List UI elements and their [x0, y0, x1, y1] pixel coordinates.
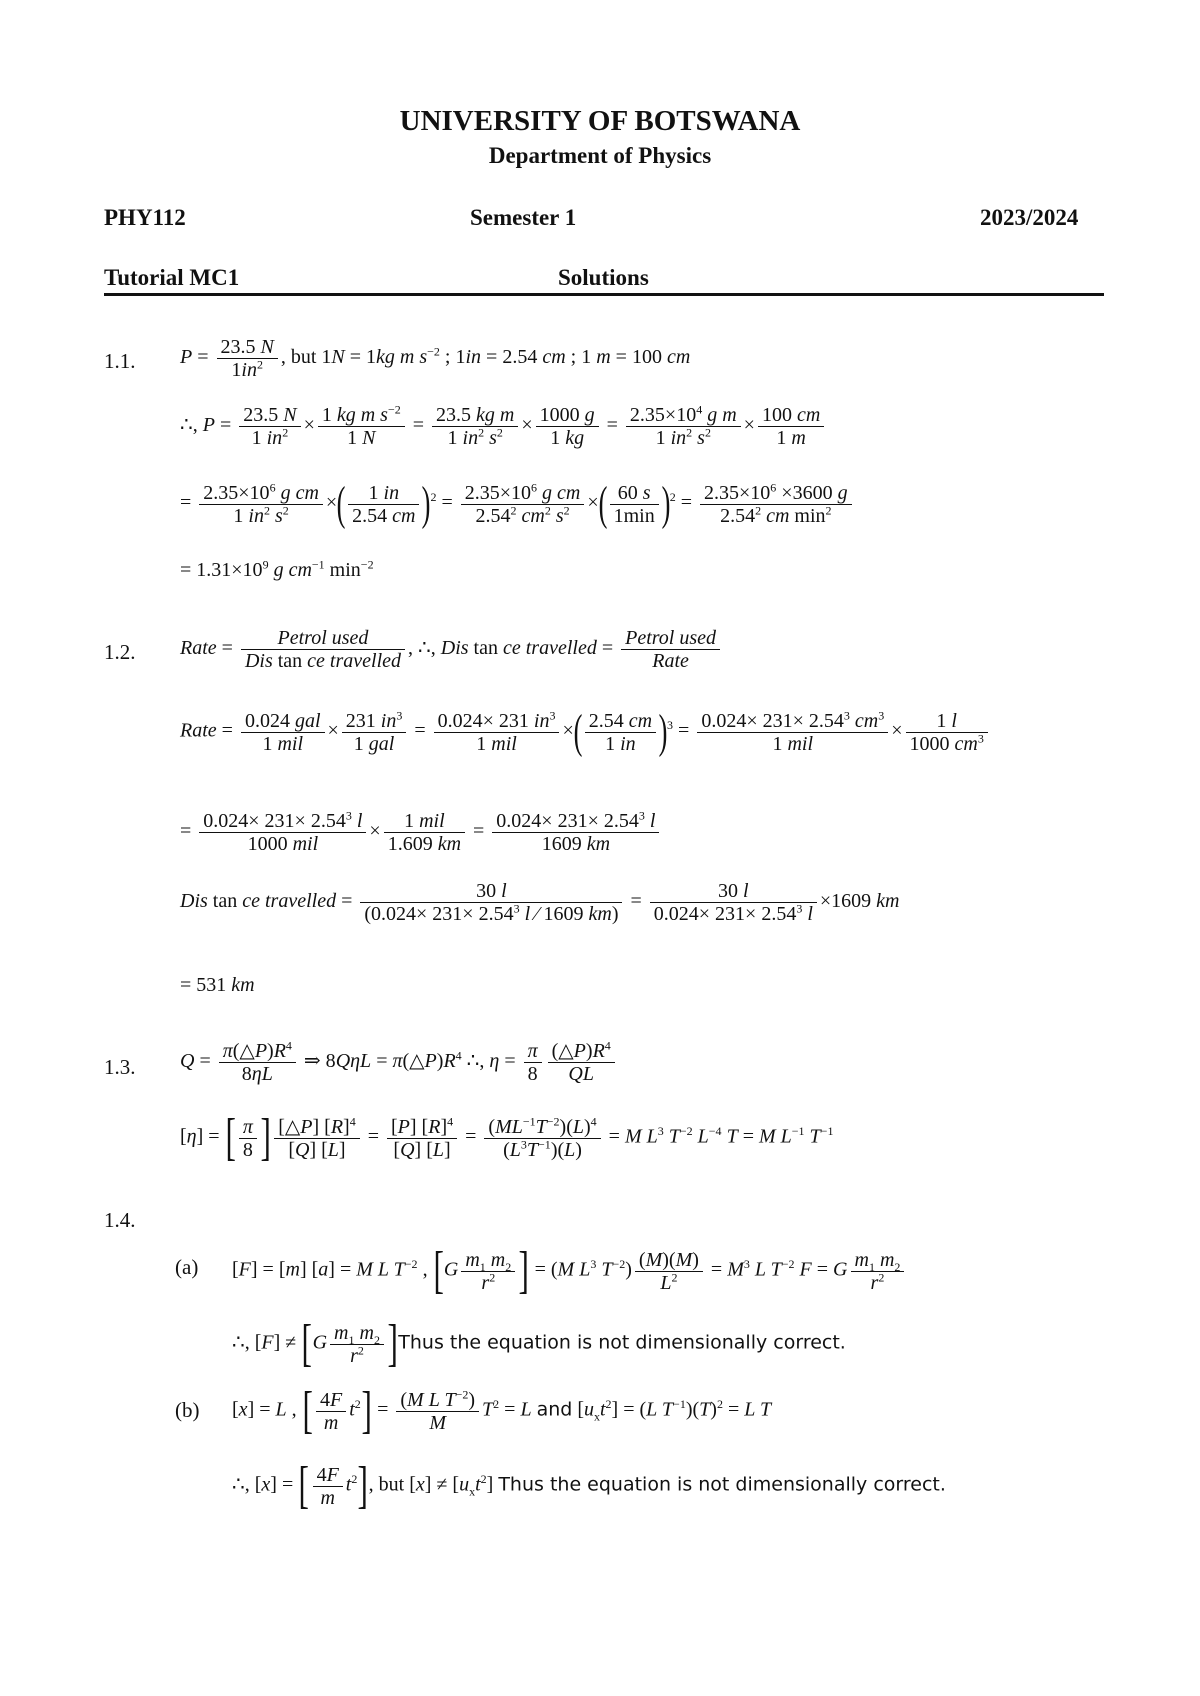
academic-year: 2023/2024 — [980, 205, 1079, 230]
equation-1-2-line2: Rate = 0.024 gal 1 mil × 231 $in^3$ 1 gal = 0.024× 231 $in^3$ 1 mil ×( $\frac{2.54 cm}{1 in}$ )$^3$ = $0.024\times 231\times 2.54^3$ $cm^3$ 1 mil × $\frac{1 l}{1000 cm^3}$ — [180, 708, 991, 756]
but-word: , but — [368, 1473, 405, 1496]
university-title: UNIVERSITY OF BOTSWANA — [399, 105, 801, 137]
equation-1-1-line3: = $\frac{2.35\times 10^6 g cm}{1 in^2 s^2}$ ×( $\frac{1 in}{2.54 cm}$ )$^2$ = $\frac{2.35\times 10^6 g cm}{2.54^2 cm^2 s^2}$ ×( 60 s 1min )$^2$ = $2.35\times 10^6 \times 3600$ g 2.54$^2$ cm $\min^2$ — [180, 480, 855, 528]
equation-1-4a-line2: ∴, [F] ≠ [G $\frac{m_1 m_2}{r^2}$ ]Thus the equation is not dimensionally correct. — [232, 1315, 846, 1372]
equation-1-1-result: = $1.31\times 10^9$ g $cm^{-1}$ $\min^{-2}$ — [180, 557, 374, 581]
semester-label: Semester 1 — [470, 205, 577, 230]
conclusion-a: Thus the equation is not dimensionally correct. — [398, 1331, 846, 1354]
department-title: Department of Physics — [488, 143, 712, 168]
part-a-label: (a) — [175, 1255, 199, 1279]
equation-1-2-result: = 531 km — [180, 974, 255, 996]
problem-number-1-4: 1.4. — [104, 1208, 136, 1232]
tutorial-label: Tutorial MC1 — [104, 265, 240, 290]
conclusion-b: Thus the equation is not dimensionally correct. — [498, 1473, 946, 1496]
part-b-label: (b) — [175, 1398, 200, 1422]
problem-number-1-2: 1.2. — [104, 640, 136, 664]
course-code: PHY112 — [104, 205, 186, 230]
equation-1-4b-line2: ∴, [x] = [ $\frac{4F}{m}$ $t^2$], but $[x] \ne [u_xt^2]$ Thus the equation is not dimensionally correct. — [232, 1457, 946, 1514]
equation-1-1-line1: P = $\frac{23.5 N}{1in^2}$ , but 1N = 1kg m $s^{-2}$ ; 1in = 2.54 cm ; 1 m = 100 cm — [180, 336, 691, 381]
and-word: and — [536, 1398, 573, 1421]
problem-number-1-3: 1.3. — [104, 1055, 136, 1079]
equation-1-4a-line1: [F] = [m] [a] = M L $T^{-2}$ , [G $\frac{m_1 m_2}{r^2}$ ] = (M $L^3$ $T^{-2}$) $\frac{(M)(M)}{L^2}$ = $M^3$ L $T^{-2}$ F = G $\frac{m_1 m_2}{r^2}$ — [232, 1245, 907, 1297]
header-rule — [104, 293, 1104, 296]
equation-1-4b-line1: [x] = L , [ $\frac{4F}{m}$ $t^2$] = $\frac{(M L T^{-2})}{M}$ $T^2 = L$ and $[u_xt^2] = (L$ $T^{-1})(T)^2 = L$ T — [232, 1382, 772, 1439]
equation-1-3-line2: [η] = [ $\frac{\pi}{8}$ ] $\frac{[\triangle P] [R]^4}{[Q] [L]}$ = $\frac{[P] [R]^4}{[Q] [L]}$ = $\frac{(ML^{-1}T^{-2})(L)^4}{(L^3T^{-1})(L)}$ = M $L^3$ $T^{-2}$ $L^{-4}$ T = M $L^{-1}$ $T^{-1}$ — [180, 1109, 834, 1166]
equation-1-1-line2: ∴, P = $\frac{23.5 N}{1 in^2}$ × $\frac{1 kg m s^{-2}}{1 N}$ = $\frac{\text{23.5 kg m}}{1 in^2 s^2}$ × $\frac{1000 g}{1 kg}$ = $\frac{2.35\times 10^4 g m}{1 in^2 s^2}$ × $\frac{100 cm}{1 m}$ — [180, 404, 827, 449]
equation-1-2-line4: Dis tan ce travelled = $\frac{30 l}{(0.024\times 231\times 2.54^3 l ⁄ 1609 km)}$ = $\frac{30 l}{0.024\times 231\times 2.54^3 l}$ ×1609 km — [180, 880, 900, 925]
problem-number-1-1: 1.1. — [104, 349, 136, 373]
solutions-label: Solutions — [558, 265, 649, 290]
equation-1-3-line1: Q = $\frac{\pi(\triangle P)R^4}{8\eta L}$ ⇒ $8Q\eta L = \pi(\triangle P)R^4$ ∴, η = $\frac{\pi}{8}$ $\frac{(\triangle P)R^4}{QL}$ — [180, 1040, 618, 1085]
equation-1-2-line3: = $0.024\times 231\times 2.54^3$ l 1000 mil × 1 mil 1.609 km = $\frac{0.024\times 231\times 2.54^3 l}{1609 km}$ — [180, 810, 662, 855]
equation-1-2-line1: Rate = Petrol used Dis tan ce travelled , ∴, Dis tan ce travelled = Petrol used Rate — [180, 627, 723, 672]
